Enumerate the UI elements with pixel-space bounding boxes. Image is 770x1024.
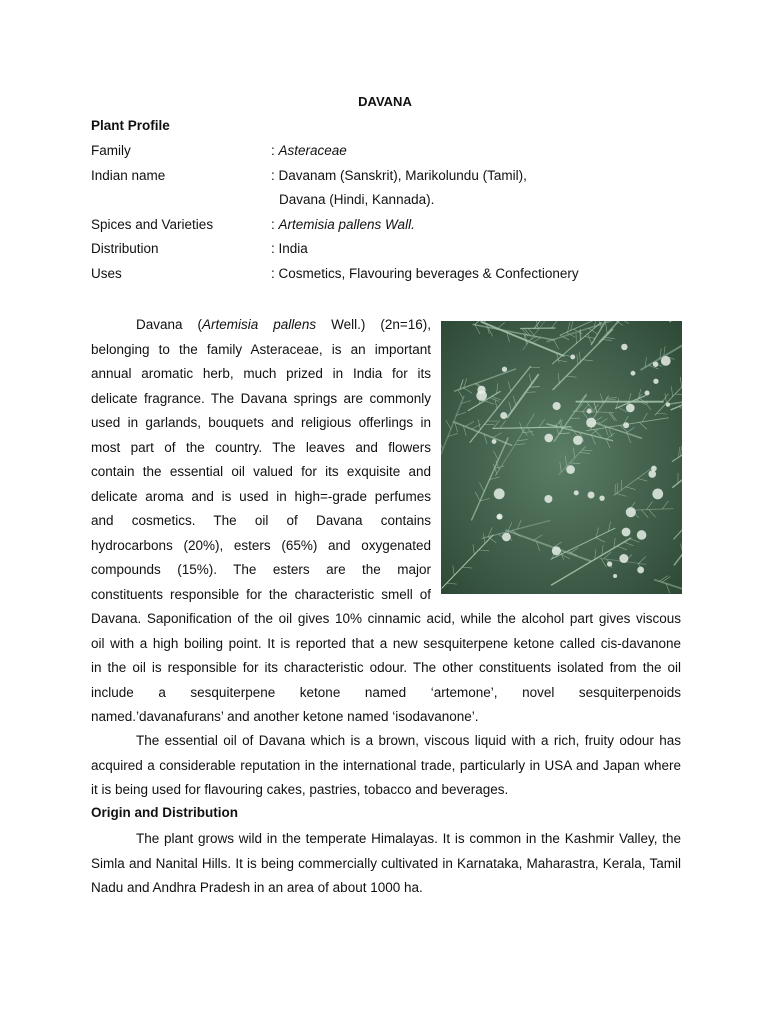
- flower-bud: [588, 492, 595, 499]
- flower-bud: [599, 495, 604, 500]
- profile-value-text: : Artemisia pallens Wall.: [271, 216, 415, 232]
- intro-line: contain the essential oil valued for its exquisite and: [91, 464, 431, 479]
- intro-line: in the oil is responsible for its characteristic odour. The other constituents isolated from the oil: [91, 660, 681, 675]
- origin-paragraph: The plant grows wild in the temperate Himalayas. It is common in the Kashmir Valley, the Simla and Nanital Hills. It is being commercially cultivated in Karnataka, Maharastra, Kerala, Tamil Nadu and Andhra Pradesh in an area of about 1000 ha.: [91, 831, 681, 895]
- profile-row-distribution: [91, 240, 691, 265]
- profile-value: [271, 216, 415, 233]
- profile-label: Uses: [91, 265, 122, 281]
- profile-label: Distribution: [91, 241, 159, 256]
- flower-bud: [570, 355, 575, 360]
- flower-bud: [544, 434, 553, 443]
- flower-bud: [645, 391, 650, 396]
- flower-bud: [574, 490, 579, 495]
- intro-line: hydrocarbons (20%), esters (65%) and oxygenated: [91, 537, 431, 553]
- origin-heading: Origin and Distribution: [91, 805, 238, 820]
- intro-line: most part of the country. The leaves and flowers: [91, 439, 431, 455]
- intro-line: compounds (15%). The esters are the major: [91, 562, 431, 577]
- profile-row-varieties: [91, 216, 691, 241]
- plant-profile-heading: Plant Profile: [91, 118, 170, 133]
- flower-bud: [587, 409, 592, 414]
- intro-full-block: [91, 607, 681, 730]
- flower-bud: [653, 361, 658, 366]
- intro-line: and cosmetics. The oil of Davana contains: [91, 513, 431, 528]
- flower-bud: [492, 439, 497, 444]
- intro-line: annual aromatic herb, much prized in India for its: [91, 366, 431, 381]
- flower-bud: [623, 422, 629, 428]
- flower-bud: [621, 344, 627, 350]
- profile-label: Indian name: [91, 167, 166, 183]
- profile-label: Family: [91, 143, 131, 158]
- intro-line: oil with a high boiling point. It is reported that a new sesquiterpene ketone called cis-davanone: [91, 635, 681, 651]
- flower-bud: [666, 402, 670, 406]
- profile-label: Spices and Varieties: [91, 216, 214, 232]
- flower-bud: [652, 489, 663, 500]
- flower-bud: [586, 418, 596, 428]
- intro-line: constituents responsible for the characteristic smell of: [91, 586, 431, 602]
- flower-bud: [500, 412, 507, 419]
- profile-row-indian-name-cont: [91, 191, 691, 216]
- intro-line: delicate fragrance. The Davana springs are commonly: [91, 390, 431, 406]
- flower-bud: [573, 435, 583, 445]
- flower-bud: [502, 533, 511, 542]
- flower-bud: [631, 371, 636, 376]
- profile-value: : India: [271, 241, 308, 256]
- trade-paragraph: The essential oil of Davana which is a brown, viscous liquid with a rich, fruity odour has acquired a considerable reputation in the international trade, particularly in USA and Japan where it is being used for flavouring cakes, pastries, tobacco and beverages.: [91, 733, 681, 797]
- flower-bud: [494, 488, 505, 499]
- intro-line: used in garlands, bouquets and religious offerlings in: [91, 415, 431, 430]
- intro-line: belonging to the family Asteraceae, is an important: [91, 341, 431, 357]
- davana-plant-image: [441, 321, 682, 594]
- profile-value-text: : Asteraceae: [271, 143, 347, 158]
- intro-line: delicate aroma and is used in high=-grade perfumes: [91, 488, 431, 504]
- intro-line: Davana (Artemisia pallens Well.) (2n=16),: [136, 317, 431, 332]
- profile-row-indian-name: [91, 167, 691, 192]
- flower-bud: [637, 530, 647, 540]
- flower-bud: [661, 356, 671, 366]
- profile-value: [271, 142, 347, 159]
- flower-bud: [626, 507, 636, 517]
- flower-bud: [607, 561, 612, 566]
- flower-bud: [553, 402, 561, 410]
- flower-bud: [552, 546, 561, 555]
- intro-line: include a sesquiterpene ketone named ‘artemone’, novel sesquiterpenoids: [91, 684, 681, 700]
- flower-bud: [653, 379, 658, 384]
- document-title: DAVANA: [358, 94, 412, 109]
- flower-bud: [637, 567, 644, 574]
- intro-narrow-block: [91, 313, 431, 607]
- flower-bud: [619, 554, 628, 563]
- flower-bud: [566, 465, 575, 474]
- plant-profile-table: [91, 142, 691, 289]
- intro-line: named.’davanafurans’ and another ketone named ‘isodavanone’.: [91, 709, 479, 724]
- profile-value: : Davanam (Sanskrit), Marikolundu (Tamil),: [271, 167, 527, 183]
- profile-row-family: [91, 142, 691, 167]
- flower-bud: [648, 470, 656, 478]
- flower-bud: [476, 390, 487, 401]
- profile-row-uses: [91, 265, 691, 290]
- profile-value: : Cosmetics, Flavouring beverages & Confectionery: [271, 265, 579, 281]
- profile-value: Davana (Hindi, Kannada).: [279, 192, 435, 207]
- flower-bud: [497, 514, 503, 520]
- flower-bud: [622, 528, 631, 537]
- intro-line: Davana. Saponification of the oil gives 10% cinnamic acid, while the alcohol part gives viscous: [91, 611, 681, 626]
- flower-bud: [544, 495, 552, 503]
- flower-bud: [613, 574, 617, 578]
- flower-bud: [626, 404, 635, 413]
- flower-bud: [502, 367, 507, 372]
